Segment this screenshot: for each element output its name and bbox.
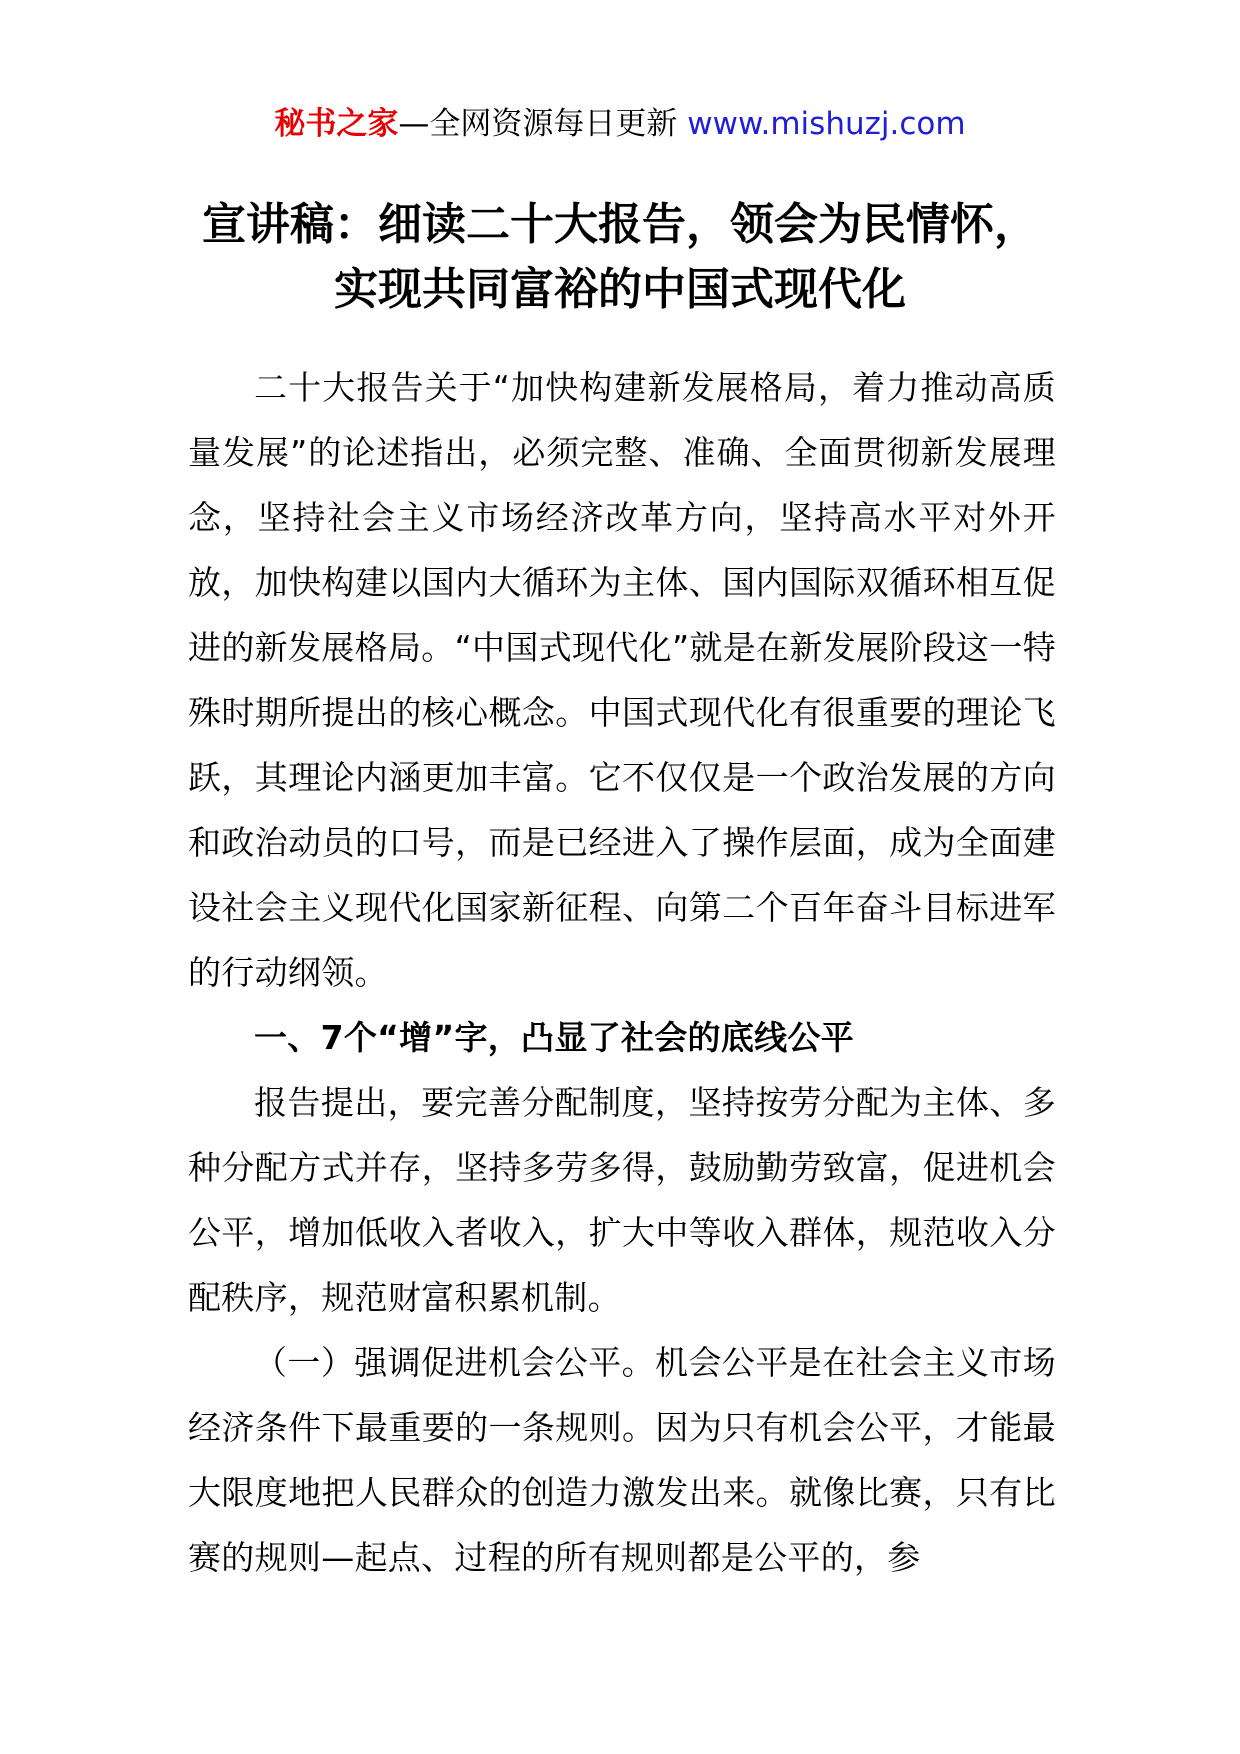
document-body xyxy=(188,355,1056,1590)
paragraph-opportunity-fairness: （一）强调促进机会公平。机会公平是在社会主义市场经济条件下最重要的一条规则。因为只有机会公平，才能最大限度地把人民群众的创造力激发出来。就像比赛，只有比赛的规则—起点、过程的所有规则都是公平的，参 xyxy=(188,1343,1056,1577)
site-url[interactable]: www.mishuzj.com xyxy=(687,106,966,142)
title-line-1: 宣讲稿：细读二十大报告，领会为民情怀， xyxy=(202,199,1038,250)
paragraph-distribution: 报告提出，要完善分配制度，坚持按劳分配为主体、多种分配方式并存，坚持多劳多得，鼓励勤劳致富，促进机会公平，增加低收入者收入，扩大中等收入群体，规范收入分配秩序，规范财富积累机制。 xyxy=(188,1083,1056,1317)
section-heading-1: 一、7个“增”字，凸显了社会的底线公平 xyxy=(254,1018,855,1057)
site-banner xyxy=(0,100,1240,148)
brand-name: 秘书之家 xyxy=(274,106,399,142)
document-title xyxy=(170,192,1070,322)
banner-tagline: —全网资源每日更新 xyxy=(398,106,678,142)
paragraph-intro: 二十大报告关于“加快构建新发展格局，着力推动高质量发展”的论述指出，必须完整、准确、全面贯彻新发展理念，坚持社会主义市场经济改革方向，坚持高水平对外开放，加快构建以国内大循环为主体、国内国际双循环相互促进的新发展格局。“中国式现代化”就是在新发展阶段这一特殊时期所提出的核心概念。中国式现代化有很重要的理论飞跃，其理论内涵更加丰富。它不仅仅是一个政治发展的方向和政治动员的口号，而是已经进入了操作层面，成为全面建设社会主义现代化国家新征程、向第二个百年奋斗目标进军的行动纲领。 xyxy=(188,368,1056,992)
title-line-2: 实现共同富裕的中国式现代化 xyxy=(334,264,906,315)
